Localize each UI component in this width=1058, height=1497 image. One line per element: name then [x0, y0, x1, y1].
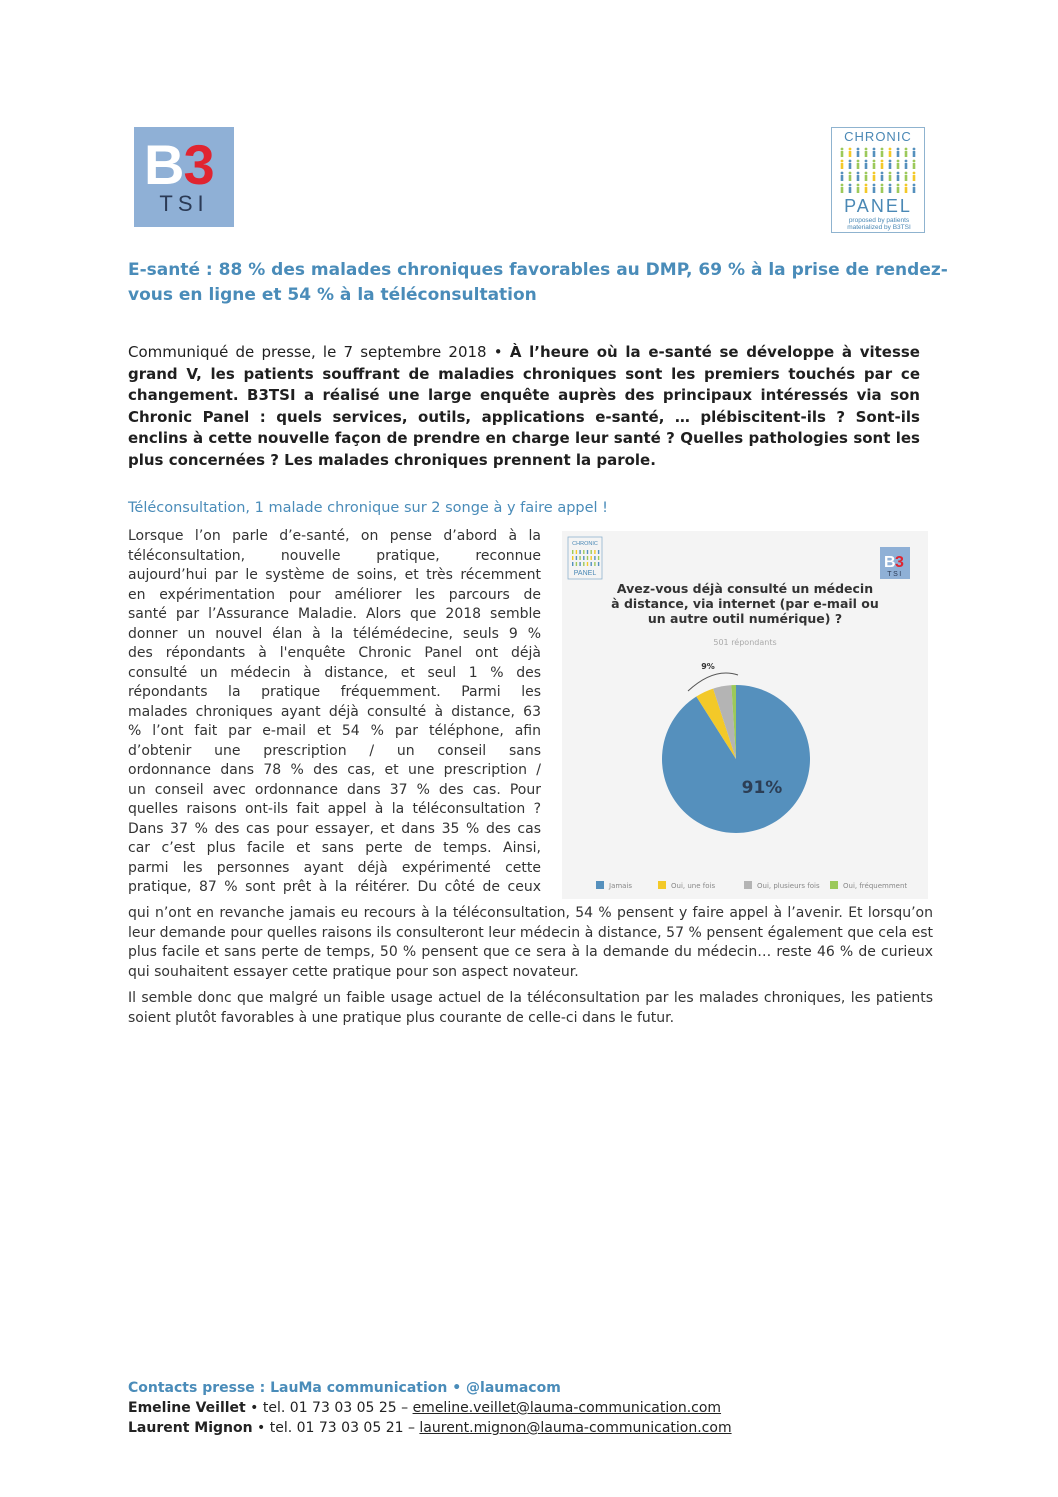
chart-logo-bottom: PANEL	[573, 570, 597, 577]
body-line: santé par l’Assurance Maladie. Alors que 2018 semble	[128, 606, 541, 622]
body-line: pratique, 87 % sont prêt à la réitérer. Du côté de ceux	[128, 879, 541, 895]
pie-chart	[562, 531, 928, 899]
body-line: parmi les personnes ayant déjà expérimenté cette	[128, 859, 541, 876]
body-line: ordonnance dans 78 % des cas, et une prescription /	[128, 762, 541, 778]
body-line: Lorsque l’on parle d’e-santé, on pense d’abord à la	[128, 528, 541, 544]
chart-logo-top: CHRONIC	[572, 541, 598, 547]
legend-item	[830, 881, 907, 890]
logo-tsi: TSI	[159, 191, 209, 216]
chart-title-line-1: Avez-vous déjà consulté un médecin	[616, 581, 874, 596]
body-line: téléconsultation, nouvelle pratique, reconnue	[128, 547, 541, 564]
legend-label: Jamais	[609, 882, 633, 890]
intro-lead: Communiqué de presse, le 7 septembre 2018 •	[128, 343, 510, 361]
chart-subtitle: 501 répondants	[713, 638, 777, 647]
legend-label: Oui, plusieurs fois	[757, 882, 820, 890]
conclusion-paragraph: Il semble donc que malgré un faible usage actuel de la téléconsultation par les malades chroniques, les patients soient plutôt favorables à une pratique plus courante de celle-ci dans le futur.	[128, 990, 933, 1026]
legend-swatch	[744, 881, 752, 889]
contact-row	[128, 1398, 732, 1418]
body-line: car c’est plus facile et sans perte de temps. Ainsi,	[128, 840, 541, 856]
legend-item	[596, 881, 632, 890]
contact-phone: • tel. 01 73 03 05 21 –	[252, 1420, 420, 1436]
contact-row	[128, 1418, 732, 1438]
legend-item	[658, 881, 715, 890]
body-line: Dans 37 % des cas pour essayer, et dans 35 % des cas	[128, 820, 541, 837]
intro-bold: À l’heure où la e-santé se développe à vitesse grand V, les patients souffrant de maladies chroniques sont les premiers touchés par ce changement. B3TSI a réalisé une large enquête auprès des principaux intéressés via son Chronic Panel : quels services, outils, applications e-santé, … plébiscitent-ils ? Sont-ils enclins à cette nouvelle façon de prendre en charge leur santé ? Quelles pathologies sont les plus concernées ? Les malades chroniques prennent la parole.	[128, 343, 920, 469]
body-line: un conseil avec ordonnance dans 37 % des cas. Pour	[128, 781, 541, 798]
contact-phone: • tel. 01 73 03 05 25 –	[245, 1400, 413, 1416]
chronic-logo-tagline-2: materialized by B3TSI	[847, 224, 911, 231]
chronic-panel-logo	[831, 127, 925, 233]
legend-swatch	[658, 881, 666, 889]
body-line: donner un nouvel élan à la télémédecine, seuls 9 %	[128, 625, 541, 642]
chart-b3-logo	[880, 547, 910, 579]
chart-title-line-2: à distance, via internet (par e-mail ou	[611, 596, 879, 611]
body-text-narrow	[128, 527, 541, 898]
body-text-wide: qui n’ont en revanche jamais eu recours à la téléconsultation, 54 % pensent y faire appel à l’avenir. Et lorsqu’on leur demande pour quelles raisons ils consulteront leur médecin à distance, 57 % pensent également que cela est plus facile et sans perte de temps, 50 % pensent que ce sera à la demande du médecin… reste 46 % de curieux qui souhaitent essayer cette pratique pour son aspect novateur.	[128, 905, 933, 980]
legend-label: Oui, fréquemment	[843, 882, 908, 890]
body-line: % l’ont fait par e-mail et 54 % par téléphone, afin	[128, 723, 541, 739]
body-line: d’obtenir une prescription / un conseil sans	[128, 742, 541, 759]
contact-name: Laurent Mignon	[128, 1420, 253, 1436]
body-line: malades chroniques ayant déjà consulté à distance, 63	[128, 703, 541, 720]
body-line: aujourd’hui par le système de soins, et très récemment	[128, 567, 541, 583]
b3tsi-logo	[134, 127, 234, 227]
legend-item	[744, 881, 820, 890]
contact-email-link[interactable]: laurent.mignon@lauma-communication.com	[419, 1420, 732, 1436]
contact-name: Emeline Veillet	[128, 1400, 246, 1416]
chart-logo-3: 3	[895, 554, 904, 571]
logo-b: B	[144, 133, 184, 196]
chart-logo-b: B	[884, 554, 896, 571]
chronic-logo-tagline-1: proposed by patients	[848, 217, 910, 224]
chronic-logo-bottom: PANEL	[844, 196, 912, 216]
contact-email-link[interactable]: emeline.veillet@lauma-communication.com	[412, 1400, 722, 1416]
body-line: des répondants à l'enquête Chronic Panel ont déjà	[128, 645, 541, 661]
chronic-logo-top: CHRONIC	[844, 129, 912, 144]
pie-bracket-label: 9%	[701, 662, 715, 671]
chart-title-line-3: un autre outil numérique) ?	[647, 611, 843, 626]
legend-swatch	[830, 881, 838, 889]
logo-3: 3	[183, 133, 214, 196]
body-line: consulté un médecin à distance, et seul 1 % des	[128, 664, 541, 681]
document-title: E-santé : 88 % des malades chroniques favorables au DMP, 69 % à la prise de rendez-vous en ligne et 54 % à la téléconsultation	[128, 260, 948, 305]
legend-swatch	[596, 881, 604, 889]
press-contacts	[128, 1378, 732, 1438]
body-line: quelles raisons ont-ils fait appel à la téléconsultation ?	[128, 801, 541, 817]
contacts-heading: Contacts presse : LauMa communication • @laumacom	[128, 1380, 561, 1396]
pie-data-label: 91%	[741, 778, 783, 798]
legend-label: Oui, une fois	[671, 882, 716, 890]
body-line: répondants la pratique fréquemment. Parmi les	[128, 684, 541, 700]
chart-logo-tsi: TSI	[887, 571, 903, 578]
body-line: en expérimentation pour améliorer les parcours de	[128, 586, 541, 603]
people-figures-icon	[838, 146, 920, 196]
chart-chronic-logo	[568, 537, 602, 579]
section-heading: Téléconsultation, 1 malade chronique sur 2 songe à y faire appel !	[128, 500, 608, 516]
pie-chart-panel	[562, 531, 928, 899]
intro-paragraph	[128, 342, 920, 471]
